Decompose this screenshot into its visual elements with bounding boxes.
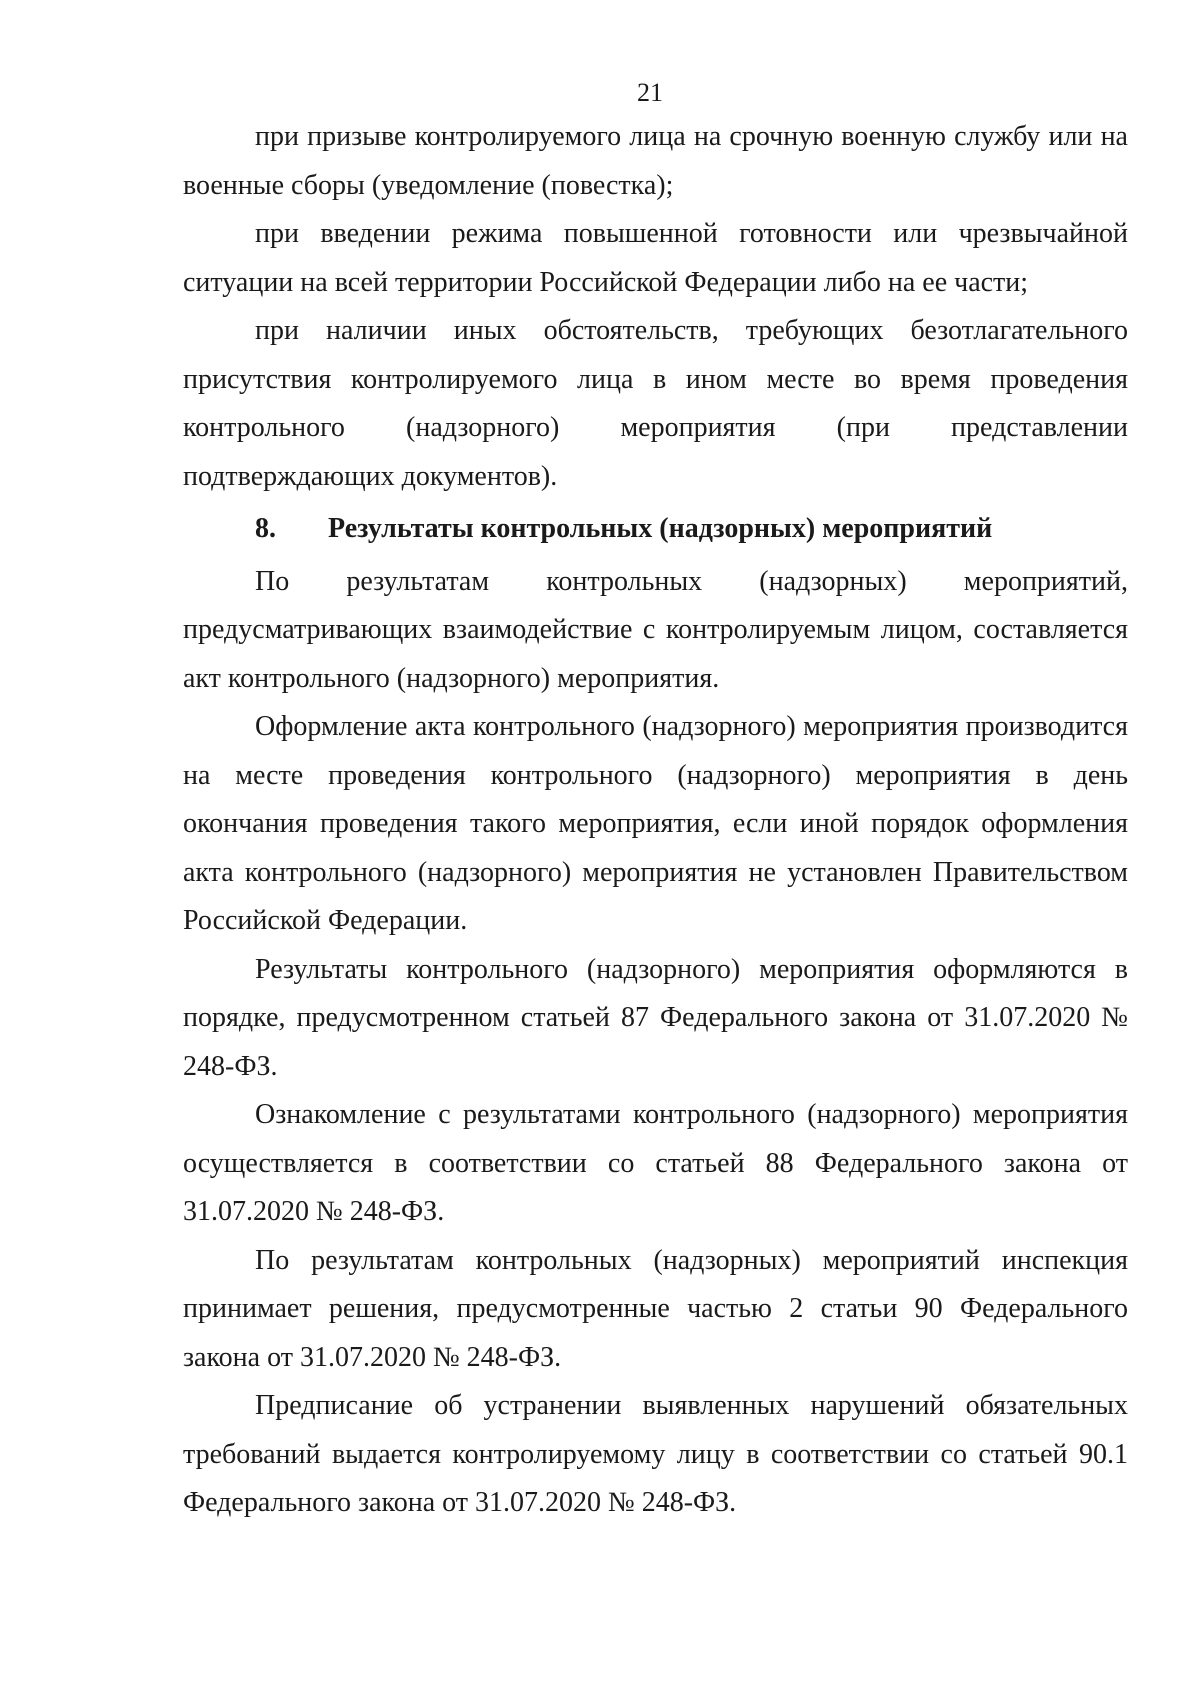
paragraph-familiarization: Ознакомление с результатами контрольного (надзорного) мероприятия осуществляется в соответствии со статьей 88 Федерального закона от 31.07.2020 № 248-ФЗ. (183, 1099, 1128, 1227)
document-body (183, 113, 1128, 1528)
paragraph-conscription: при призыве контролируемого лица на срочную военную службу или на военные сборы (уведомление (повестка); (183, 121, 1128, 201)
paragraph-order: Предписание об устранении выявленных нарушений обязательных требований выдается контролируемому лицу в соответствии со статьей 90.1 Федерального закона от 31.07.2020 № 248-ФЗ. (183, 1390, 1128, 1518)
paragraph-act-drawn-up: По результатам контрольных (надзорных) мероприятий, предусматривающих взаимодействие с контролируемым лицом, составляется акт контрольного (надзорного) мероприятия. (183, 565, 1128, 694)
section-heading (183, 501, 1128, 558)
paragraph-emergency: при введении режима повышенной готовности или чрезвычайной ситуации на всей территории Российской Федерации либо на ее части; (183, 218, 1128, 298)
paragraph-results-formalized: Результаты контрольного (надзорного) мероприятия оформляются в порядке, предусмотренном статьей 87 Федерального закона от 31.07.2020 № 248-ФЗ. (183, 953, 1128, 1082)
section-number: 8. (255, 513, 276, 544)
page-number: 21 (637, 78, 663, 107)
paragraph-act-execution: Оформление акта контрольного (надзорного) мероприятия производится на месте проведения контрольного (надзорного) мероприятия в день окончания проведения такого мероприятия, если иной порядок оформления акта контрольного (надзорного) мероприятия не установлен Правительством Российской Федерации. (183, 711, 1128, 936)
section-title: Результаты контрольных (надзорных) мероприятий (328, 513, 993, 544)
paragraph-other-circumstances: при наличии иных обстоятельств, требующих безотлагательного присутствия контролируемого лица в ином месте во время проведения контрольного (надзорного) мероприятия (при представлении подтверждающих документов). (183, 315, 1128, 492)
paragraph-decisions: По результатам контрольных (надзорных) мероприятий инспекция принимает решения, предусмотренные частью 2 статьи 90 Федерального закона от 31.07.2020 № 248-ФЗ. (183, 1244, 1128, 1373)
